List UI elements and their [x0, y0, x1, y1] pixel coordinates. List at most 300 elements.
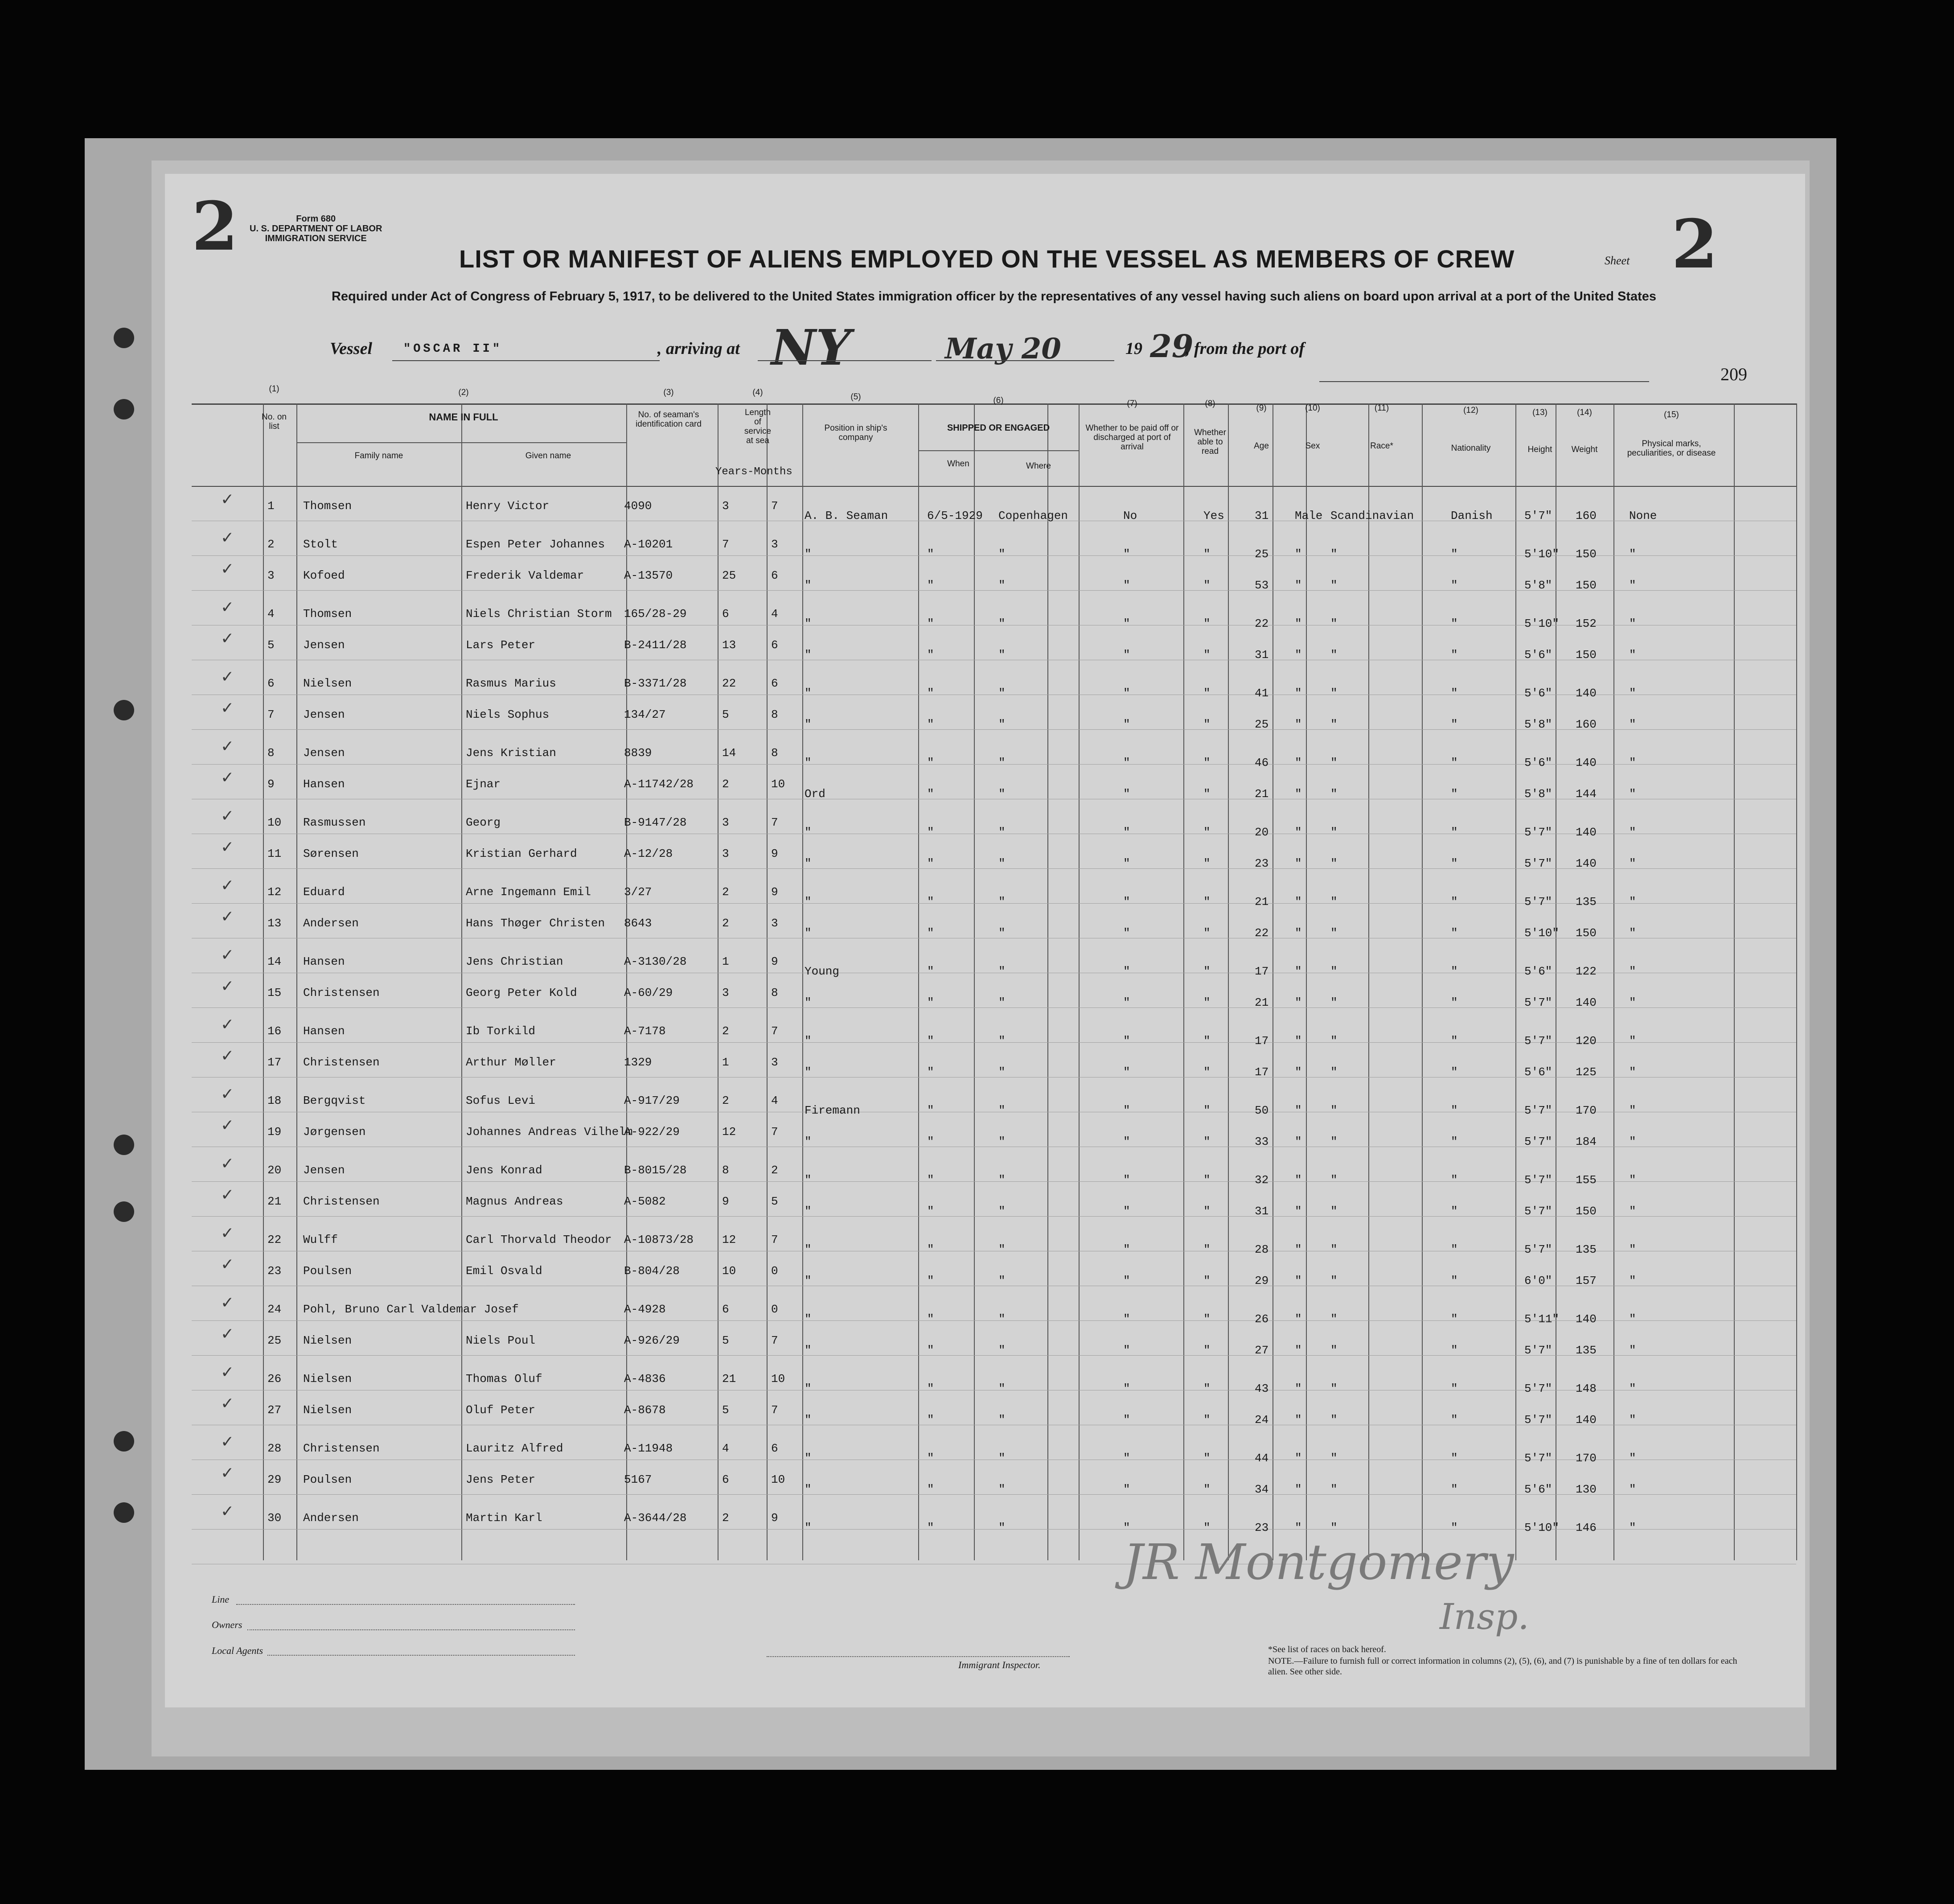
race: "	[1330, 1521, 1338, 1534]
ship-position: "	[805, 1344, 812, 1357]
family-name: Thomsen	[303, 607, 352, 621]
shipped-when: "	[927, 1104, 934, 1117]
paid-off: "	[1123, 1135, 1130, 1148]
family-name: Christensen	[303, 1442, 380, 1455]
able-to-read: "	[1203, 1521, 1211, 1534]
physical-marks: "	[1629, 1173, 1636, 1187]
height: 5'7"	[1524, 1034, 1552, 1048]
service-years: 2	[722, 1511, 729, 1525]
sex: "	[1295, 1034, 1302, 1048]
ship-position: "	[805, 926, 812, 940]
paid-off: "	[1123, 718, 1130, 731]
id-card-number: 8643	[624, 917, 652, 930]
id-card-number: A-5082	[624, 1195, 666, 1208]
nationality: "	[1451, 926, 1458, 940]
weight: 140	[1576, 1312, 1597, 1326]
id-card-number: A-4836	[624, 1372, 666, 1386]
sex: "	[1295, 1483, 1302, 1496]
check-mark-icon: ✓	[221, 1363, 234, 1382]
race: "	[1330, 547, 1338, 561]
family-name: Nielsen	[303, 677, 352, 690]
race: "	[1330, 857, 1338, 870]
race: "	[1330, 1452, 1338, 1465]
sex: "	[1295, 787, 1302, 801]
ship-position: "	[805, 756, 812, 769]
col3-header: No. of seaman's identification card	[636, 410, 702, 429]
ship-position: "	[805, 1452, 812, 1465]
row-number: 18	[267, 1094, 282, 1107]
family-name-header: Family name	[354, 451, 403, 461]
ship-position: "	[805, 1382, 812, 1395]
id-card-number: A-7178	[624, 1024, 666, 1038]
able-to-read: "	[1203, 718, 1211, 731]
height: 5'10"	[1524, 1521, 1560, 1534]
shipped-when: "	[927, 1483, 934, 1496]
race: "	[1330, 1065, 1338, 1079]
age: 17	[1255, 965, 1269, 978]
owners-label: Owners	[212, 1619, 242, 1630]
shipped-when: "	[927, 1173, 934, 1187]
sex: "	[1295, 1413, 1302, 1427]
service-years: 2	[722, 917, 729, 930]
sex: "	[1295, 1065, 1302, 1079]
when-header: When	[947, 459, 969, 469]
family-name: Poulsen	[303, 1264, 352, 1278]
shipped-where: "	[998, 1065, 1006, 1079]
paid-off: "	[1123, 1274, 1130, 1287]
sex: "	[1295, 1104, 1302, 1117]
weight: 150	[1576, 579, 1597, 592]
shipped-where: "	[998, 1483, 1006, 1496]
form-number: Form 680	[296, 214, 336, 224]
shipped-where: "	[998, 1452, 1006, 1465]
paid-off: "	[1123, 1312, 1130, 1326]
check-mark-icon: ✓	[221, 1085, 234, 1103]
form-info	[250, 214, 382, 243]
able-to-read: "	[1203, 965, 1211, 978]
height: 5'6"	[1524, 756, 1552, 769]
given-name: Espen Peter Johannes	[466, 538, 605, 551]
able-to-read: "	[1203, 1243, 1211, 1256]
family-name: Jensen	[303, 708, 345, 721]
sheet-number-left: 2	[192, 187, 238, 266]
family-name: Thomsen	[303, 499, 352, 513]
height: 5'7"	[1524, 1452, 1552, 1465]
id-card-number: 4090	[624, 499, 652, 513]
family-name: Rasmussen	[303, 816, 366, 829]
id-card-number: A-60/29	[624, 986, 673, 999]
binder-hole	[114, 1431, 134, 1452]
row-number: 27	[267, 1403, 282, 1417]
service-months: 7	[771, 1233, 778, 1246]
height: 5'8"	[1524, 787, 1552, 801]
given-name: Magnus Andreas	[466, 1195, 563, 1208]
year-prefix: 19	[1125, 339, 1142, 358]
row-number: 26	[267, 1372, 282, 1386]
given-name: Emil Osvald	[466, 1264, 542, 1278]
family-name: Pohl, Bruno Carl Valdemar Josef	[303, 1303, 519, 1316]
paid-off: "	[1123, 1521, 1130, 1534]
physical-marks: "	[1629, 1274, 1636, 1287]
family-name: Sørensen	[303, 847, 359, 860]
service-months: 6	[771, 569, 778, 582]
vessel-label: Vessel	[330, 339, 372, 358]
able-to-read: "	[1203, 1452, 1211, 1465]
height: 5'7"	[1524, 1243, 1552, 1256]
able-to-read: "	[1203, 1344, 1211, 1357]
row-number: 3	[267, 569, 275, 582]
service-months: 4	[771, 1094, 778, 1107]
nationality: "	[1451, 648, 1458, 662]
row-number: 15	[267, 986, 282, 999]
sex: "	[1295, 547, 1302, 561]
where-header: Where	[1026, 461, 1051, 471]
weight: 140	[1576, 996, 1597, 1009]
race: "	[1330, 1483, 1338, 1496]
sex: "	[1295, 1243, 1302, 1256]
row-number: 8	[267, 746, 275, 760]
age: 25	[1255, 547, 1269, 561]
family-name: Nielsen	[303, 1403, 352, 1417]
id-card-number: 1329	[624, 1056, 652, 1069]
paid-off: "	[1123, 826, 1130, 839]
ship-position: "	[805, 996, 812, 1009]
id-card-number: 5167	[624, 1473, 652, 1486]
height: 5'8"	[1524, 718, 1552, 731]
nationality: "	[1451, 1413, 1458, 1427]
given-name: Rasmus Marius	[466, 677, 556, 690]
check-mark-icon: ✓	[221, 668, 234, 686]
check-mark-icon: ✓	[221, 1464, 234, 1482]
physical-marks: "	[1629, 687, 1636, 700]
id-card-number: 8839	[624, 746, 652, 760]
paid-off: "	[1123, 1344, 1130, 1357]
inspector-title: Insp.	[1440, 1596, 1529, 1637]
id-card-number: A-13570	[624, 569, 673, 582]
nationality: "	[1451, 996, 1458, 1009]
able-to-read: "	[1203, 996, 1211, 1009]
able-to-read: Yes	[1203, 509, 1224, 522]
sex: "	[1295, 1344, 1302, 1357]
height: 5'7"	[1524, 857, 1552, 870]
nationality: "	[1451, 1173, 1458, 1187]
id-card-number: A-3644/28	[624, 1511, 687, 1525]
shipped-where: "	[998, 895, 1006, 909]
age: 17	[1255, 1034, 1269, 1048]
given-name: Niels Poul	[466, 1334, 536, 1347]
height: 5'7"	[1524, 1344, 1552, 1357]
check-mark-icon: ✓	[221, 629, 234, 648]
check-mark-icon: ✓	[221, 977, 234, 995]
weight: 130	[1576, 1483, 1597, 1496]
able-to-read: "	[1203, 1065, 1211, 1079]
service-years: 1	[722, 955, 729, 968]
binder-hole	[114, 700, 134, 720]
physical-marks: "	[1629, 1104, 1636, 1117]
given-name: Thomas Oluf	[466, 1372, 542, 1386]
service-months: 3	[771, 538, 778, 551]
shipped-when: "	[927, 1521, 934, 1534]
service-months: 10	[771, 1372, 785, 1386]
age: 22	[1255, 926, 1269, 940]
height: 5'6"	[1524, 687, 1552, 700]
service-years: 3	[722, 986, 729, 999]
race: "	[1330, 787, 1338, 801]
given-name: Georg	[466, 816, 501, 829]
nationality: "	[1451, 1034, 1458, 1048]
able-to-read: "	[1203, 895, 1211, 909]
subtitle: Required under Act of Congress of February 5, 1917, to be delivered to the United States immigration officer by the representatives of any vessel having such aliens on board upon arrival at a port of the United States	[331, 289, 1657, 304]
col3-num: (3)	[663, 388, 674, 397]
physical-marks: "	[1629, 1312, 1636, 1326]
family-name: Wulff	[303, 1233, 338, 1246]
col9-header: Age	[1254, 441, 1269, 451]
nationality: "	[1451, 787, 1458, 801]
service-years: 6	[722, 1473, 729, 1486]
arrival-date: May 20	[945, 332, 1061, 366]
col11-num: (11)	[1374, 403, 1389, 413]
shipped-when: "	[927, 1034, 934, 1048]
family-name: Poulsen	[303, 1473, 352, 1486]
row-number: 19	[267, 1125, 282, 1139]
row-number: 29	[267, 1473, 282, 1486]
id-card-number: B-2411/28	[624, 638, 687, 652]
col12-num: (12)	[1463, 406, 1478, 415]
height: 6'0"	[1524, 1274, 1552, 1287]
row-number: 16	[267, 1024, 282, 1038]
race: "	[1330, 1034, 1338, 1048]
row-number: 6	[267, 677, 275, 690]
weight: 150	[1576, 547, 1597, 561]
check-mark-icon: ✓	[221, 769, 234, 787]
height: 5'7"	[1524, 509, 1552, 522]
service-months: 9	[771, 955, 778, 968]
col2-header: NAME IN FULL	[429, 411, 498, 423]
height: 5'10"	[1524, 617, 1560, 630]
check-mark-icon: ✓	[221, 807, 234, 825]
service-years: 5	[722, 1403, 729, 1417]
shipped-when: "	[927, 857, 934, 870]
age: 26	[1255, 1312, 1269, 1326]
col15-header: Physical marks, peculiarities, or disease	[1627, 439, 1716, 458]
service-years: 4	[722, 1442, 729, 1455]
id-card-number: B-9147/28	[624, 816, 687, 829]
service-years: 9	[722, 1195, 729, 1208]
able-to-read: "	[1203, 787, 1211, 801]
line-label: Line	[212, 1594, 230, 1605]
race: "	[1330, 1205, 1338, 1218]
weight: 160	[1576, 509, 1597, 522]
able-to-read: "	[1203, 1104, 1211, 1117]
service-months: 6	[771, 638, 778, 652]
check-mark-icon: ✓	[221, 838, 234, 856]
weight: 150	[1576, 648, 1597, 662]
able-to-read: "	[1203, 1034, 1211, 1048]
family-name: Nielsen	[303, 1372, 352, 1386]
shipped-when: "	[927, 617, 934, 630]
given-name: Jens Christian	[466, 955, 563, 968]
shipped-when: "	[927, 1205, 934, 1218]
service-years: 2	[722, 777, 729, 791]
nationality: "	[1451, 1312, 1458, 1326]
sheet-label: Sheet	[1605, 254, 1630, 267]
paid-off: "	[1123, 1243, 1130, 1256]
shipped-when: "	[927, 579, 934, 592]
given-name: Oluf Peter	[466, 1403, 536, 1417]
height: 5'7"	[1524, 826, 1552, 839]
sex: Male	[1295, 509, 1323, 522]
given-name: Arne Ingemann Emil	[466, 885, 591, 899]
physical-marks: "	[1629, 1344, 1636, 1357]
col8-header: Whether able to read	[1194, 428, 1226, 456]
race: "	[1330, 826, 1338, 839]
row-number: 9	[267, 777, 275, 791]
nationality: "	[1451, 687, 1458, 700]
service-months: 9	[771, 885, 778, 899]
race: "	[1330, 1382, 1338, 1395]
paid-off: "	[1123, 648, 1130, 662]
able-to-read: "	[1203, 1173, 1211, 1187]
check-mark-icon: ✓	[221, 1433, 234, 1451]
col6-num: (6)	[993, 396, 1004, 405]
shipped-where: "	[998, 1205, 1006, 1218]
row-number: 24	[267, 1303, 282, 1316]
ship-position: "	[805, 1034, 812, 1048]
physical-marks: "	[1629, 1135, 1636, 1148]
service-months: 6	[771, 677, 778, 690]
ship-position: Ord	[805, 787, 825, 801]
age: 31	[1255, 509, 1269, 522]
height: 5'8"	[1524, 579, 1552, 592]
paid-off: "	[1123, 787, 1130, 801]
weight: 140	[1576, 857, 1597, 870]
age: 31	[1255, 648, 1269, 662]
service-months: 4	[771, 607, 778, 621]
id-card-number: A-11742/28	[624, 777, 694, 791]
check-mark-icon: ✓	[221, 737, 234, 756]
col7-num: (7)	[1127, 399, 1137, 408]
check-mark-icon: ✓	[221, 490, 234, 509]
age: 43	[1255, 1382, 1269, 1395]
service-years: 21	[722, 1372, 736, 1386]
paid-off: "	[1123, 1205, 1130, 1218]
check-mark-icon: ✓	[221, 1294, 234, 1312]
sex: "	[1295, 965, 1302, 978]
nationality: "	[1451, 1065, 1458, 1079]
ship-position: "	[805, 718, 812, 731]
race: "	[1330, 926, 1338, 940]
age: 21	[1255, 895, 1269, 909]
able-to-read: "	[1203, 826, 1211, 839]
check-mark-icon: ✓	[221, 1325, 234, 1343]
shipped-when: "	[927, 1065, 934, 1079]
family-name: Jørgensen	[303, 1125, 366, 1139]
given-name: Lars Peter	[466, 638, 536, 652]
shipped-when: "	[927, 756, 934, 769]
row-number: 23	[267, 1264, 282, 1278]
binder-hole	[114, 328, 134, 348]
service-months: 9	[771, 1511, 778, 1525]
sex: "	[1295, 1173, 1302, 1187]
inspector-label: Immigrant Inspector.	[958, 1659, 1041, 1670]
height: 5'6"	[1524, 648, 1552, 662]
sex: "	[1295, 1135, 1302, 1148]
service-months: 2	[771, 1164, 778, 1177]
ship-position: "	[805, 648, 812, 662]
col8-num: (8)	[1205, 399, 1215, 408]
sex: "	[1295, 617, 1302, 630]
race: "	[1330, 895, 1338, 909]
age: 32	[1255, 1173, 1269, 1187]
check-mark-icon: ✓	[221, 1394, 234, 1413]
check-mark-icon: ✓	[221, 598, 234, 617]
nationality: "	[1451, 1521, 1458, 1534]
height: 5'6"	[1524, 965, 1552, 978]
height: 5'7"	[1524, 996, 1552, 1009]
vessel-name: "OSCAR II"	[403, 342, 503, 356]
sex: "	[1295, 1382, 1302, 1395]
service-months: 6	[771, 1442, 778, 1455]
ship-position: "	[805, 1312, 812, 1326]
check-mark-icon: ✓	[221, 1016, 234, 1034]
check-mark-icon: ✓	[221, 529, 234, 547]
able-to-read: "	[1203, 1382, 1211, 1395]
sex: "	[1295, 1205, 1302, 1218]
paid-off: "	[1123, 1483, 1130, 1496]
nationality: "	[1451, 965, 1458, 978]
family-name: Nielsen	[303, 1334, 352, 1347]
shipped-where: "	[998, 996, 1006, 1009]
ship-position: "	[805, 547, 812, 561]
service-months: 3	[771, 1056, 778, 1069]
family-name: Christensen	[303, 986, 380, 999]
sheet-number-right: 2	[1671, 205, 1718, 284]
nationality: "	[1451, 1104, 1458, 1117]
ship-position: "	[805, 1413, 812, 1427]
paid-off: "	[1123, 996, 1130, 1009]
service-months: 7	[771, 1125, 778, 1139]
physical-marks: "	[1629, 547, 1636, 561]
col14-header: Weight	[1571, 445, 1598, 454]
shipped-when: "	[927, 1344, 934, 1357]
age: 41	[1255, 687, 1269, 700]
nationality: "	[1451, 579, 1458, 592]
able-to-read: "	[1203, 1312, 1211, 1326]
family-name: Christensen	[303, 1195, 380, 1208]
ship-position: "	[805, 857, 812, 870]
row-number: 4	[267, 607, 275, 621]
col5-num: (5)	[850, 392, 861, 402]
service-years: 7	[722, 538, 729, 551]
family-name: Jensen	[303, 746, 345, 760]
height: 5'11"	[1524, 1312, 1560, 1326]
service-months: 7	[771, 1403, 778, 1417]
nationality: "	[1451, 1483, 1458, 1496]
shipped-when: "	[927, 687, 934, 700]
paid-off: "	[1123, 1034, 1130, 1048]
given-name: Ib Torkild	[466, 1024, 536, 1038]
shipped-where: "	[998, 1312, 1006, 1326]
physical-marks: "	[1629, 1483, 1636, 1496]
given-name: Henry Victor	[466, 499, 550, 513]
age: 31	[1255, 1205, 1269, 1218]
able-to-read: "	[1203, 756, 1211, 769]
service-months: 0	[771, 1303, 778, 1316]
shipped-when: "	[927, 826, 934, 839]
sex: "	[1295, 996, 1302, 1009]
paid-off: "	[1123, 579, 1130, 592]
nationality: Danish	[1451, 509, 1493, 522]
